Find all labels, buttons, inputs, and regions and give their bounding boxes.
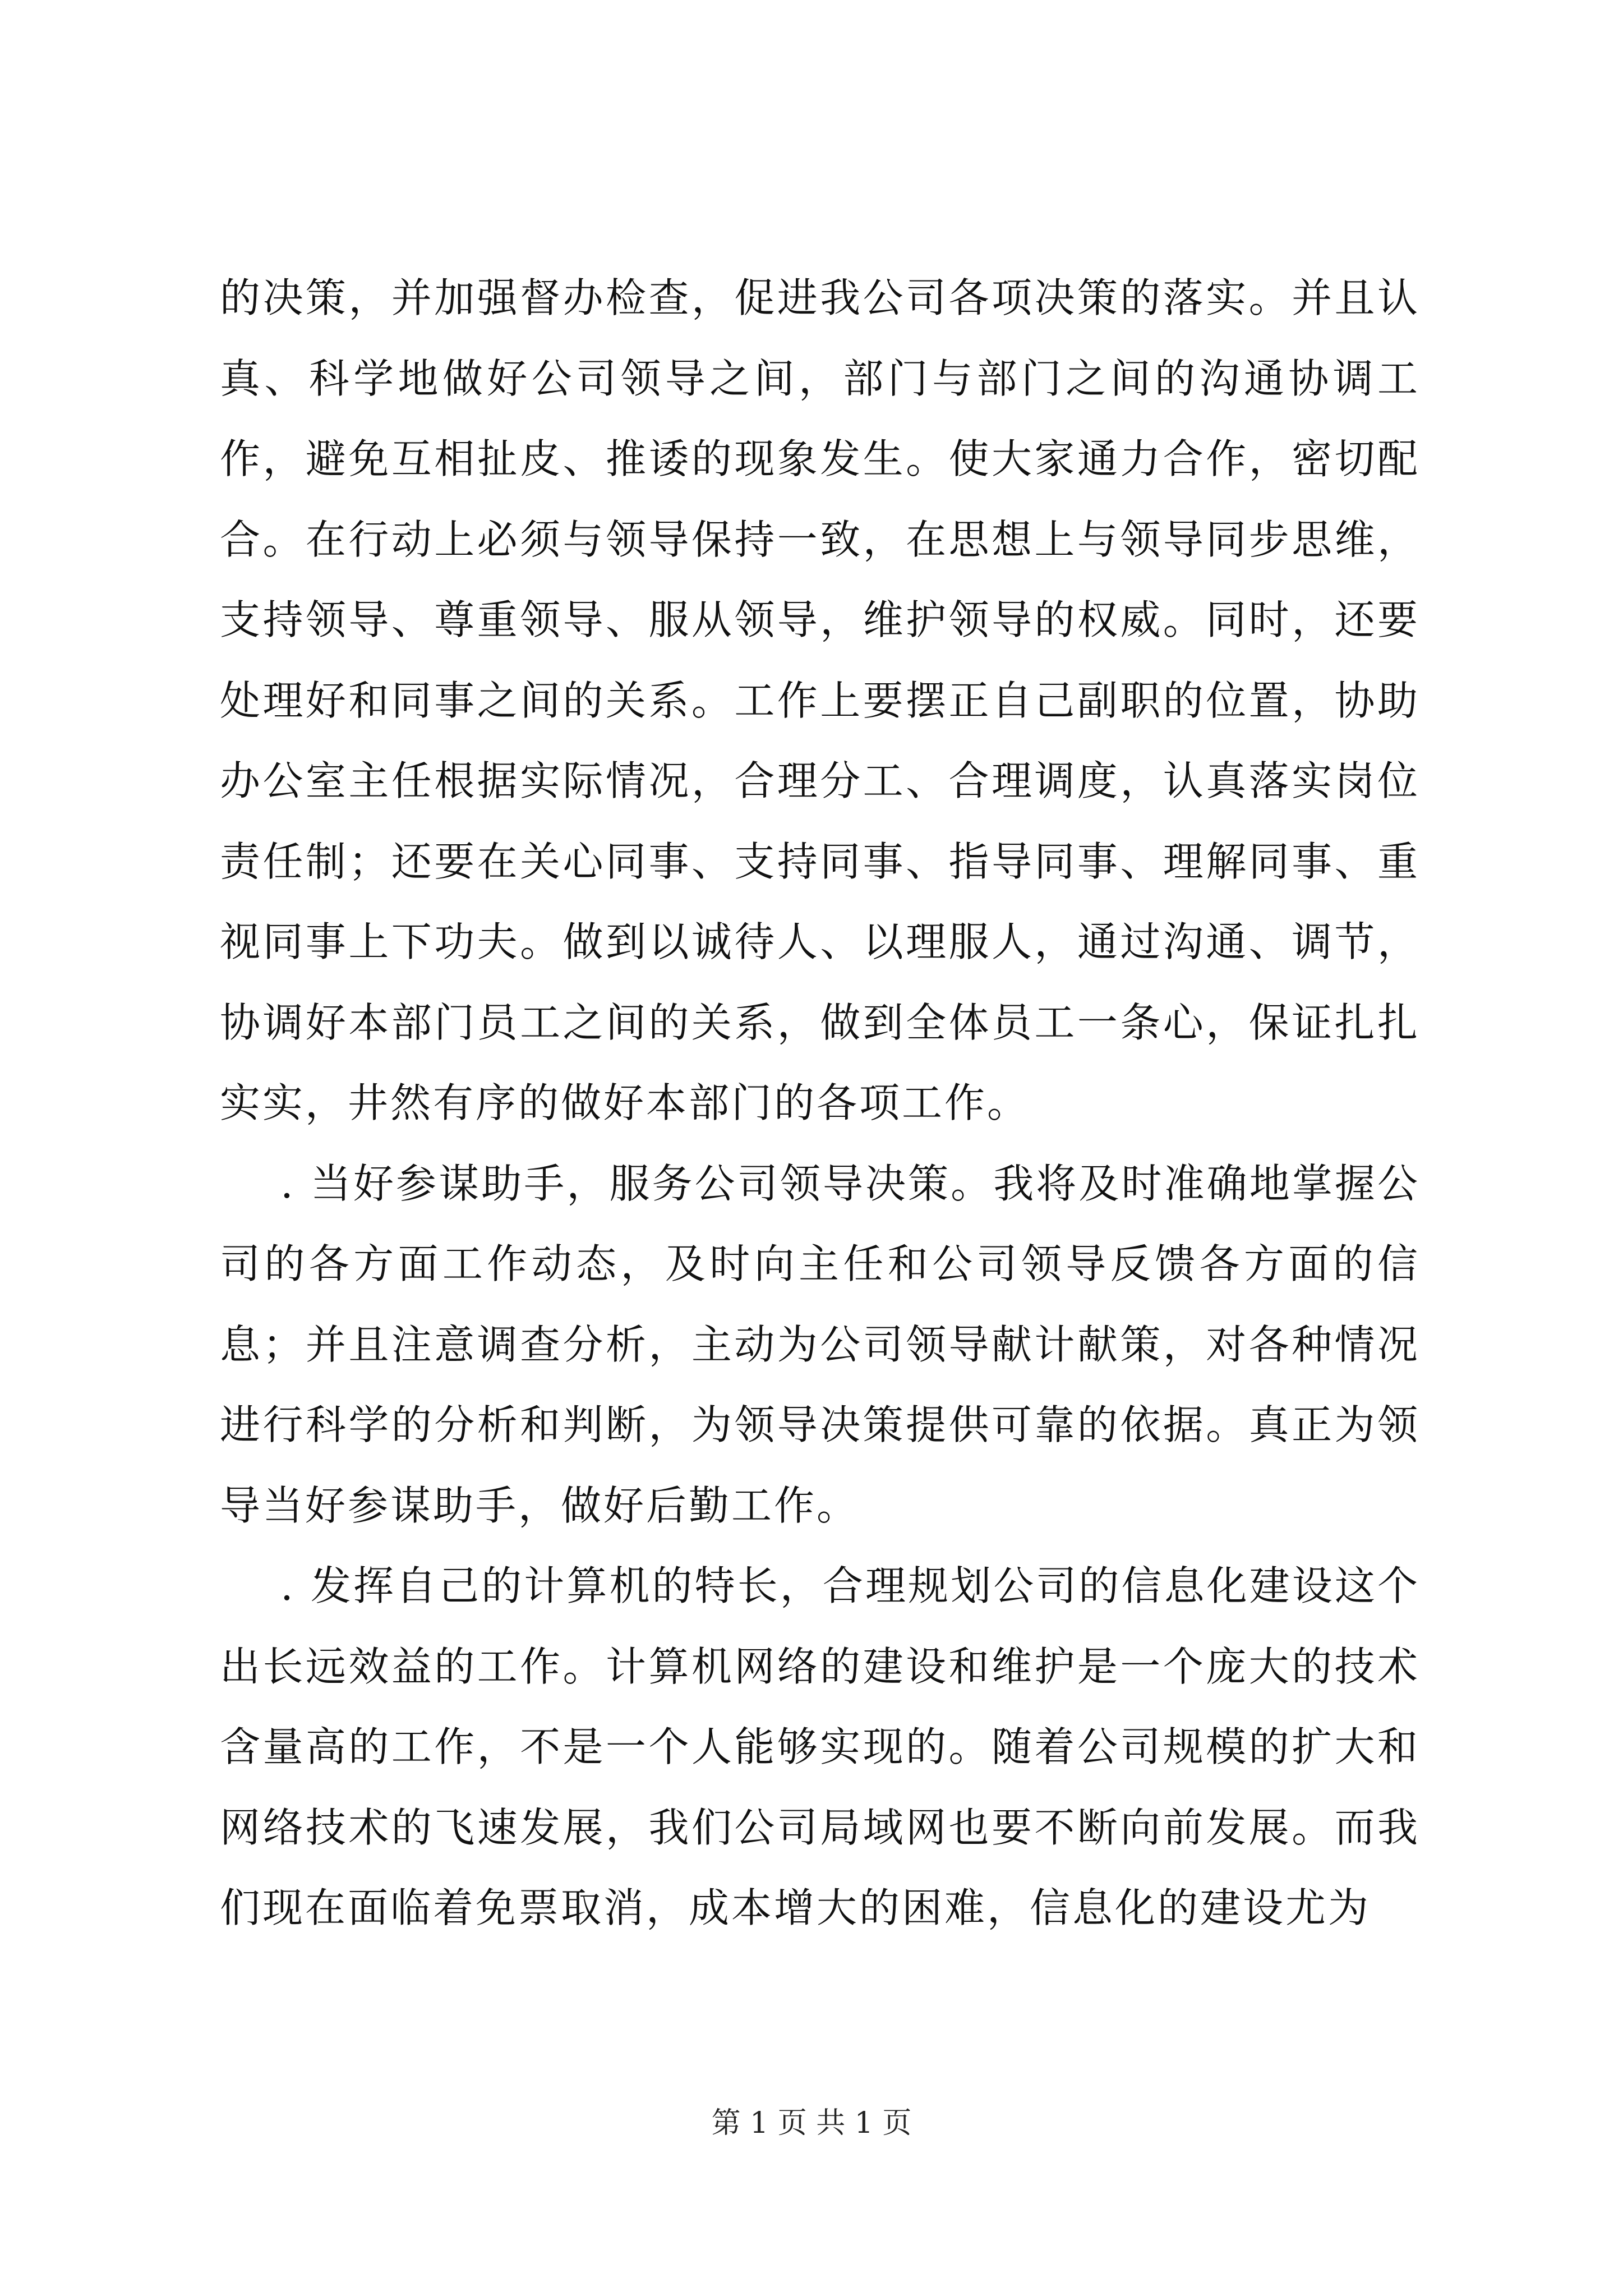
document-body [220,258,1420,1949]
paragraph-advisor-role: . 当好参谋助手，服务公司领导决策。我将及时准确地掌握公司的各方面工作动态，及时向主任和公司领导反馈各方面的信息；并且注意调查分析，主动为公司领导献计献策，对各种情况进行科学的分析和判断，为领导决策提供可靠的依据。真正为领导当好参谋助手，做好后勤工作。 [220,1159,1420,1529]
paragraph-it-planning: . 发挥自己的计算机的特长，合理规划公司的信息化建设这个出长远效益的工作。计算机网络的建设和维护是一个庞大的技术含量高的工作，不是一个人能够实现的。随着公司规模的扩大和网络技术的飞速发展，我们公司局域网也要不断向前发展。而我们现在面临着免票取消，成本增大的困难，信息化的建设尤为 [220,1562,1420,1931]
page-footer: 第 1 页 共 1 页 [711,2106,912,2140]
paragraph-coordination: 的决策，并加强督办检查，促进我公司各项决策的落实。并且认真、科学地做好公司领导之间，部门与部门之间的沟通协调工作，避免互相扯皮、推诿的现象发生。使大家通力合作，密切配合。在行动上必须与领导保持一致，在思想上与领导同步思维，支持领导、尊重领导、服从领导，维护领导的权威。同时，还要处理好和同事之间的关系。工作上要摆正自己副职的位置，协助办公室主任根据实际情况，合理分工、合理调度，认真落实岗位责任制；还要在关心同事、支持同事、指导同事、理解同事、重视同事上下功夫。做到以诚待人、以理服人，通过沟通、调节，协调好本部门员工之间的关系，做到全体员工一条心，保证扎扎实实，井然有序的做好本部门的各项工作。 [220,274,1420,1126]
